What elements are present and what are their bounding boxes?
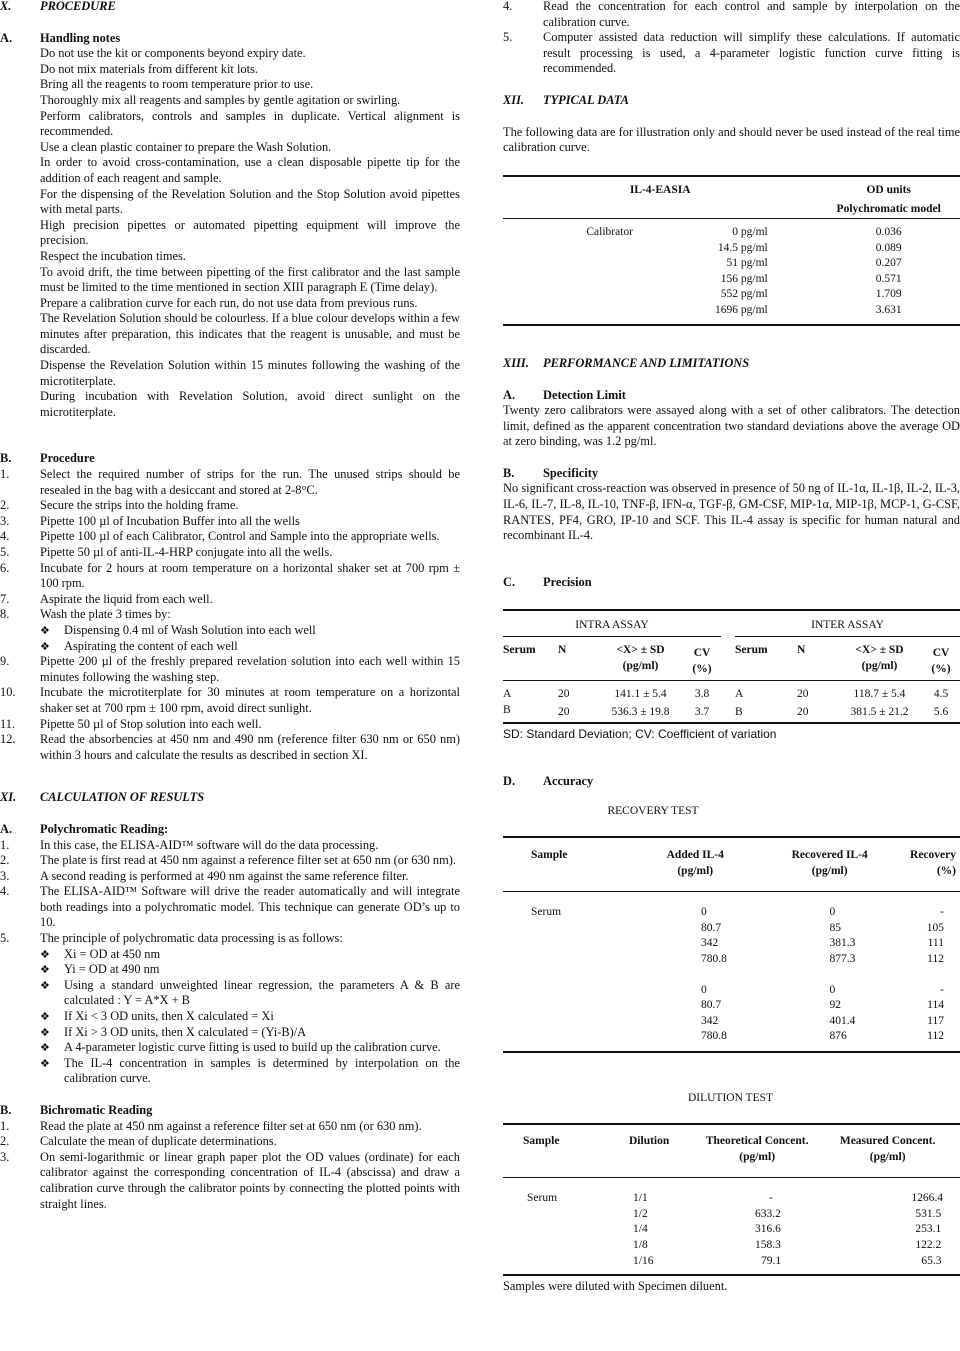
handling-note: To avoid drift, the time between pipetting of the first calibrator and the last sample must be limited to the time mentioned in section XIII paragraph E (Time delay). — [40, 264, 460, 295]
bichro-step: 3. On semi-logarithmic or linear graph paper plot the OD values (ordinate) for each calibrator against the corresponding concentration of IL-4 (abscissa) and draw a calibration curve through the calibrator points by connecting the plotted points with straight lines. — [0, 1149, 460, 1211]
section-heading-typical-data: XII. TYPICAL DATA — [503, 92, 629, 107]
subheading-precision: C. Precision — [503, 574, 592, 589]
table-header: OD units Polychromatic model — [817, 176, 960, 219]
procedure-step: 12. Read the absorbencies at 450 nm and 490 nm (reference filter 630 nm or 650 nm) within 3 hours and calculate the results as described in section XI. — [0, 732, 460, 762]
wash-bullet: ❖ Dispensing 0.4 ml of Wash Solution into each well — [40, 622, 316, 637]
detection-text: Twenty zero calibrators were assayed along with a set of other calibrators. The detection limit, defined as the apparent concentration two standard deviations above the average OD at zero binding, was 1.2 pg/ml. — [503, 403, 960, 449]
bullet-icon: ❖ — [40, 623, 50, 637]
procedure-step: 7. Aspirate the liquid from each well. — [0, 591, 213, 606]
procedure-step: 10. Incubate the microtiterplate for 30 minutes at room temperature on a horizontal shaker set at 700 rpm ± 100 rpm, avoid direct sunlight. — [0, 685, 460, 715]
bullet-icon: ❖ — [40, 963, 50, 977]
poly-bullet: ❖ If Xi > 3 OD units, then X calculated = (Yi-B)/A — [40, 1024, 307, 1039]
poly-step: 4. The ELISA-AID™ Software will drive the reader automatically and will integrate both readings into a polychromatic model. This technique can generate OD’s up to 10. — [0, 884, 460, 930]
left-column — [0, 0, 460, 1212]
table-row: 0 0 - — [701, 983, 944, 996]
table-row-label: Calibrator — [586, 225, 633, 238]
handling-note: Thoroughly mix all reagents and samples by gentle agitation or swirling. — [40, 92, 401, 107]
subheading-detection-limit: A. Detection Limit — [503, 387, 626, 402]
table-row: 1/8 158.3 122.2 — [633, 1239, 942, 1251]
bullet-icon: ❖ — [40, 1025, 50, 1039]
subheading-bichromatic: B. Bichromatic Reading — [0, 1103, 153, 1117]
procedure-step: 3. Pipette 100 µl of Incubation Buffer into all the wells — [0, 513, 300, 528]
subheading-polychromatic: A. Polychromatic Reading: — [0, 821, 169, 836]
handling-note: Perform calibrators, controls and samples in duplicate. Vertical alignment is recommended. — [40, 108, 460, 139]
table-row: Serum 1/1 - 1266.4 — [527, 1192, 943, 1205]
handling-note: Dispense the Revelation Solution within 15 minutes following the washing of the microtiterplate. — [40, 358, 460, 388]
typical-intro: The following data are for illustration only and should never be used instead of the real time calibration curve. — [503, 124, 960, 155]
polychromatic-steps — [0, 838, 460, 1088]
procedure-step: 1. Select the required number of strips for the run. The unused strips should be resealed in the bag with a desiccant and stored at 2-8°C. — [0, 467, 460, 497]
bichromatic-steps — [0, 1119, 460, 1213]
dilution-table: Sample Dilution Theoretical Concent. (pg/ml) Measured Concent. (pg/ml) Serum 1/1 - 1266.4 1/2 633.2 531.5 1/4 316.6 253.1 1/8 158.3 122.2 1/16 79.1 65.3 — [503, 1123, 960, 1276]
bullet-icon: ❖ — [40, 947, 50, 961]
poly-bullet: ❖ A 4-parameter logistic curve fitting is used to build up the calibration curve. — [40, 1040, 441, 1055]
table-header: IL-4-EASIA — [503, 176, 817, 219]
poly-step: 1. In this case, the ELISA-AID™ software will do the data processing. — [0, 837, 379, 852]
procedure-step: 8. Wash the plate 3 times by: — [0, 607, 171, 622]
calc-step: 5. Computer assisted data reduction will simplify these calculations. If automatic result processing is used, a 4-parameter logistic function curve fitting is recommended. — [503, 30, 960, 76]
table-row: 342 381.3 111 — [701, 937, 944, 950]
bullet-icon: ❖ — [40, 1010, 50, 1024]
section-heading-procedure: X. PROCEDURE — [0, 0, 116, 13]
procedure-step: 9. Pipette 200 µl of the freshly prepared revelation solution into each well within 15 minutes following the washing step. — [0, 654, 460, 684]
specificity-text: No significant cross-reaction was observed in presence of 50 ng of IL-1α, IL-1β, IL-2, IL-3, IL-6, IL-7, IL-8, IL-10, TNF-β, IFN-α, TGF-β, GM-CSF, MIP-1α, MIP-1β, MCP-1, G-CSF, RANTES, PF4, GRO, IP-10 and SCF. This IL-4 assay is specific for human natural and recombinant IL-4. — [503, 481, 960, 543]
handling-note: During incubation with Revelation Solution, avoid direct sunlight on the microtiterplate. — [40, 389, 460, 419]
precision-table: INTRA ASSAY INTER ASSAY Serum N <X> ± SD (pg/ml) CV (%) Serum N <X> ± SD (pg/ml) CV (%) A 20 141.1 ± 5.4 3.8 A 20 118.7 ± 5.4 4.5 B 20 536.3 ± 19.8 3.7 B 20 381.5 ± 21.2 5.6 — [503, 609, 960, 724]
recovery-title: RECOVERY TEST — [607, 804, 699, 817]
bullet-icon: ❖ — [40, 1041, 50, 1055]
procedure-step: 6. Incubate for 2 hours at room temperature on a horizontal shaker set at 700 rpm ± 100 rpm. — [0, 560, 460, 591]
procedure-step: 11. Pipette 50 µl of Stop solution into each well. — [0, 716, 262, 731]
table-row: 342 401.4 117 — [701, 1014, 944, 1027]
poly-bullet: ❖ Xi = OD at 450 nm — [40, 946, 161, 961]
dilution-note: Samples were diluted with Specimen diluent. — [503, 1278, 728, 1293]
table-row: 80.7 92 114 — [701, 999, 944, 1012]
handling-note: For the dispensing of the Revelation Solution and the Stop Solution avoid pipettes with metal parts. — [40, 186, 460, 217]
handling-note: High precision pipettes or automated pipetting equipment will improve the precision. — [40, 217, 460, 248]
subheading-procedure: B. Procedure — [0, 451, 95, 466]
calc-step: 4. Read the concentration for each control and sample by interpolation on the calibration curve. — [503, 0, 960, 29]
recovery-table: Sample Added IL-4 (pg/ml) Recovered IL-4 (pg/ml) Recovery (%) Serum 0 0 - 80.7 85 105 342 381.3 111 780.8 877.3 112 0 0 - 80.7 92 114 342 401.4 117 780.8 876 112 — [503, 836, 960, 1053]
subheading-handling-notes: A. Handling notes — [0, 30, 121, 45]
subheading-specificity: B. Specificity — [503, 465, 599, 480]
table-row: A 20 141.1 ± 5.4 3.8 A 20 118.7 ± 5.4 4.5 — [503, 688, 949, 701]
poly-step: 3. A second reading is performed at 490 nm against the same reference filter. — [0, 868, 409, 883]
handling-note: Use a clean plastic container to prepare the Wash Solution. — [40, 139, 332, 154]
typical-data-table: IL-4-EASIA OD units Polychromatic model Calibrator 0 pg/ml 0.036 14.5 pg/ml 0.089 51 pg/ml 0.207 156 pg/ml 0.571 552 pg/ml 1.709 1696 pg/ml 3.631 — [503, 175, 960, 326]
procedure-step: 2. Secure the strips into the holding frame. — [0, 498, 239, 513]
table-row: 780.8 877.3 112 — [701, 953, 944, 966]
handling-note: Respect the incubation times. — [40, 248, 186, 263]
subheading-accuracy: D. Accuracy — [503, 773, 594, 788]
procedure-step: 5. Pipette 50 µl of anti-IL-4-HRP conjugate into all the wells. — [0, 545, 333, 559]
poly-bullet: ❖ If Xi < 3 OD units, then X calculated = Xi — [40, 1009, 274, 1024]
poly-bullet: ❖ Yi = OD at 490 nm — [40, 962, 160, 977]
handling-note: The Revelation Solution should be colourless. If a blue colour develops within a few minutes after preparation, this indicates that the reagent is unusable, and must be discarded. — [40, 311, 460, 357]
handling-note: Bring all the reagents to room temperature prior to use. — [40, 77, 314, 92]
handling-note: Do not use the kit or components beyond expiry date. — [40, 46, 306, 61]
poly-step: 2. The plate is first read at 450 nm against a reference filter set at 650 nm (or 630 nm). — [0, 853, 456, 868]
poly-step: 5. The principle of polychromatic data processing is as follows: — [0, 931, 343, 946]
handling-note: In order to avoid cross-contamination, use a clean disposable pipette tip for the addition of each reagent and sample. — [40, 155, 460, 185]
bullet-icon: ❖ — [40, 1056, 50, 1070]
table-row: 80.7 85 105 — [701, 921, 944, 934]
table-row: 1/4 316.6 253.1 — [633, 1223, 942, 1236]
poly-bullet: ❖ Using a standard unweighted linear regression, the parameters A & B are calculated : Y = A*X + B — [40, 977, 460, 1008]
section-heading-performance: XIII. PERFORMANCE AND LIMITATIONS — [503, 355, 750, 370]
bichro-step: 1. Read the plate at 450 nm against a reference filter set at 650 nm (or 630 nm). — [0, 1118, 422, 1133]
handling-note: Prepare a calibration curve for each run, do not use data from previous runs. — [40, 295, 418, 310]
right-column — [503, 0, 960, 1294]
bullet-icon: ❖ — [40, 978, 50, 992]
procedure-steps — [0, 467, 460, 763]
table-row: Serum 0 0 - — [531, 906, 944, 919]
precision-note: SD: Standard Deviation; CV: Coefficient of variation — [503, 727, 777, 742]
poly-bullet: ❖ The IL-4 concentration in samples is determined by interpolation on the calibration curve. — [40, 1055, 460, 1086]
procedure-step: 4. Pipette 100 µl of each Calibrator, Control and Sample into the appropriate wells. — [0, 529, 440, 544]
table-row: 1/2 633.2 531.5 — [633, 1207, 942, 1220]
bichro-step: 2. Calculate the mean of duplicate determinations. — [0, 1134, 277, 1149]
table-row: 1/16 79.1 65.3 — [633, 1254, 942, 1267]
table-row: B 20 536.3 ± 19.8 3.7 B 20 381.5 ± 21.2 5.6 — [503, 703, 960, 724]
table-row: 780.8 876 112 — [701, 1030, 944, 1043]
handling-notes-list — [0, 46, 460, 420]
handling-note: Do not mix materials from different kit lots. — [40, 61, 258, 76]
section-heading-calculation: XI. CALCULATION OF RESULTS — [0, 790, 205, 805]
bullet-icon: ❖ — [40, 639, 50, 653]
wash-bullet: ❖ Aspirating the content of each well — [40, 638, 238, 653]
dilution-title: DILUTION TEST — [687, 1092, 774, 1105]
